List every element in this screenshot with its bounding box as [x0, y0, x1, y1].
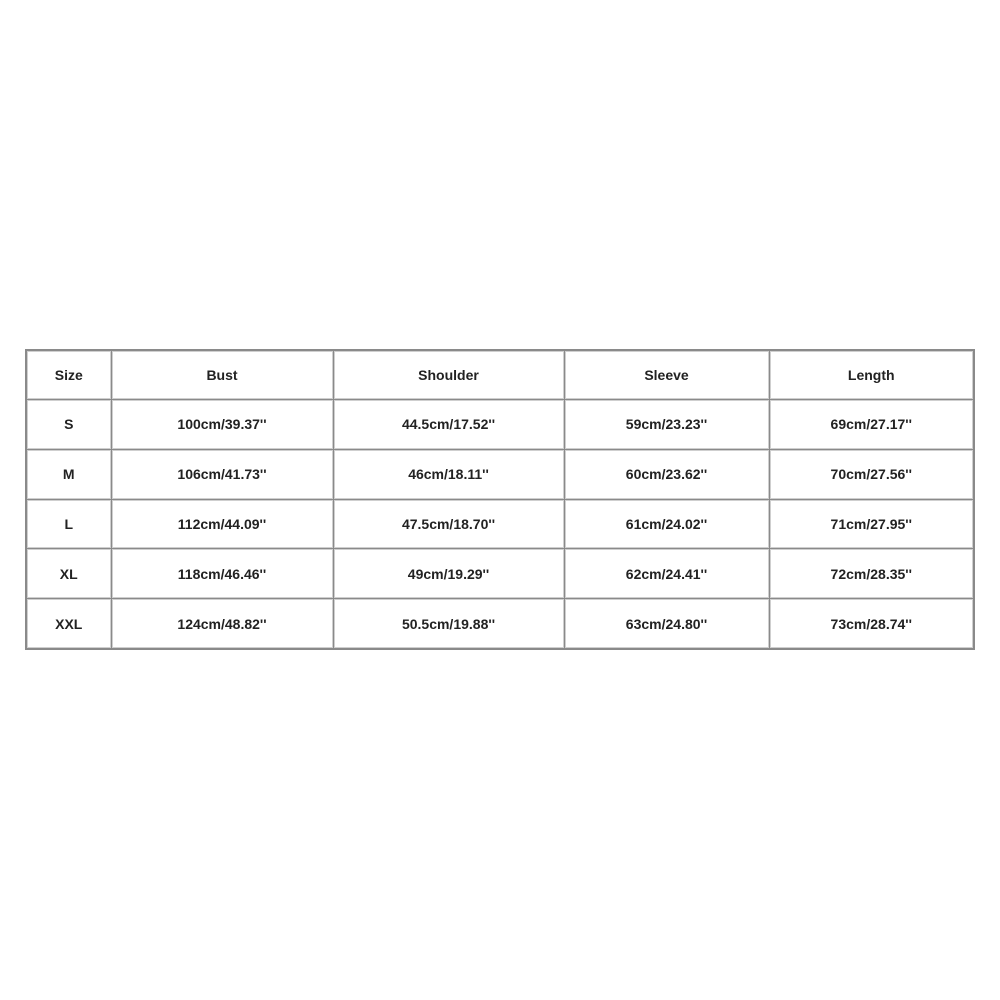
- cell-sleeve: 60cm/23.62'': [564, 449, 769, 499]
- cell-shoulder: 46cm/18.11'': [333, 449, 564, 499]
- cell-bust: 124cm/48.82'': [111, 599, 333, 649]
- cell-size: XL: [26, 549, 111, 599]
- cell-shoulder: 47.5cm/18.70'': [333, 499, 564, 549]
- cell-size: XXL: [26, 599, 111, 649]
- cell-sleeve: 59cm/23.23'': [564, 400, 769, 450]
- size-chart-table: [25, 349, 975, 650]
- table-row: [26, 549, 974, 599]
- header-length: Length: [769, 350, 974, 400]
- table-row: [26, 400, 974, 450]
- cell-sleeve: 63cm/24.80'': [564, 599, 769, 649]
- cell-shoulder: 49cm/19.29'': [333, 549, 564, 599]
- table-row: [26, 499, 974, 549]
- table-row: [26, 599, 974, 649]
- cell-sleeve: 62cm/24.41'': [564, 549, 769, 599]
- table-row: [26, 449, 974, 499]
- cell-shoulder: 50.5cm/19.88'': [333, 599, 564, 649]
- cell-bust: 106cm/41.73'': [111, 449, 333, 499]
- cell-length: 72cm/28.35'': [769, 549, 974, 599]
- header-size: Size: [26, 350, 111, 400]
- cell-bust: 112cm/44.09'': [111, 499, 333, 549]
- cell-size: M: [26, 449, 111, 499]
- cell-length: 71cm/27.95'': [769, 499, 974, 549]
- cell-bust: 118cm/46.46'': [111, 549, 333, 599]
- header-shoulder: Shoulder: [333, 350, 564, 400]
- cell-size: S: [26, 400, 111, 450]
- header-row: [26, 350, 974, 400]
- header-sleeve: Sleeve: [564, 350, 769, 400]
- cell-length: 73cm/28.74'': [769, 599, 974, 649]
- cell-length: 69cm/27.17'': [769, 400, 974, 450]
- header-bust: Bust: [111, 350, 333, 400]
- cell-bust: 100cm/39.37'': [111, 400, 333, 450]
- cell-size: L: [26, 499, 111, 549]
- cell-length: 70cm/27.56'': [769, 449, 974, 499]
- cell-sleeve: 61cm/24.02'': [564, 499, 769, 549]
- cell-shoulder: 44.5cm/17.52'': [333, 400, 564, 450]
